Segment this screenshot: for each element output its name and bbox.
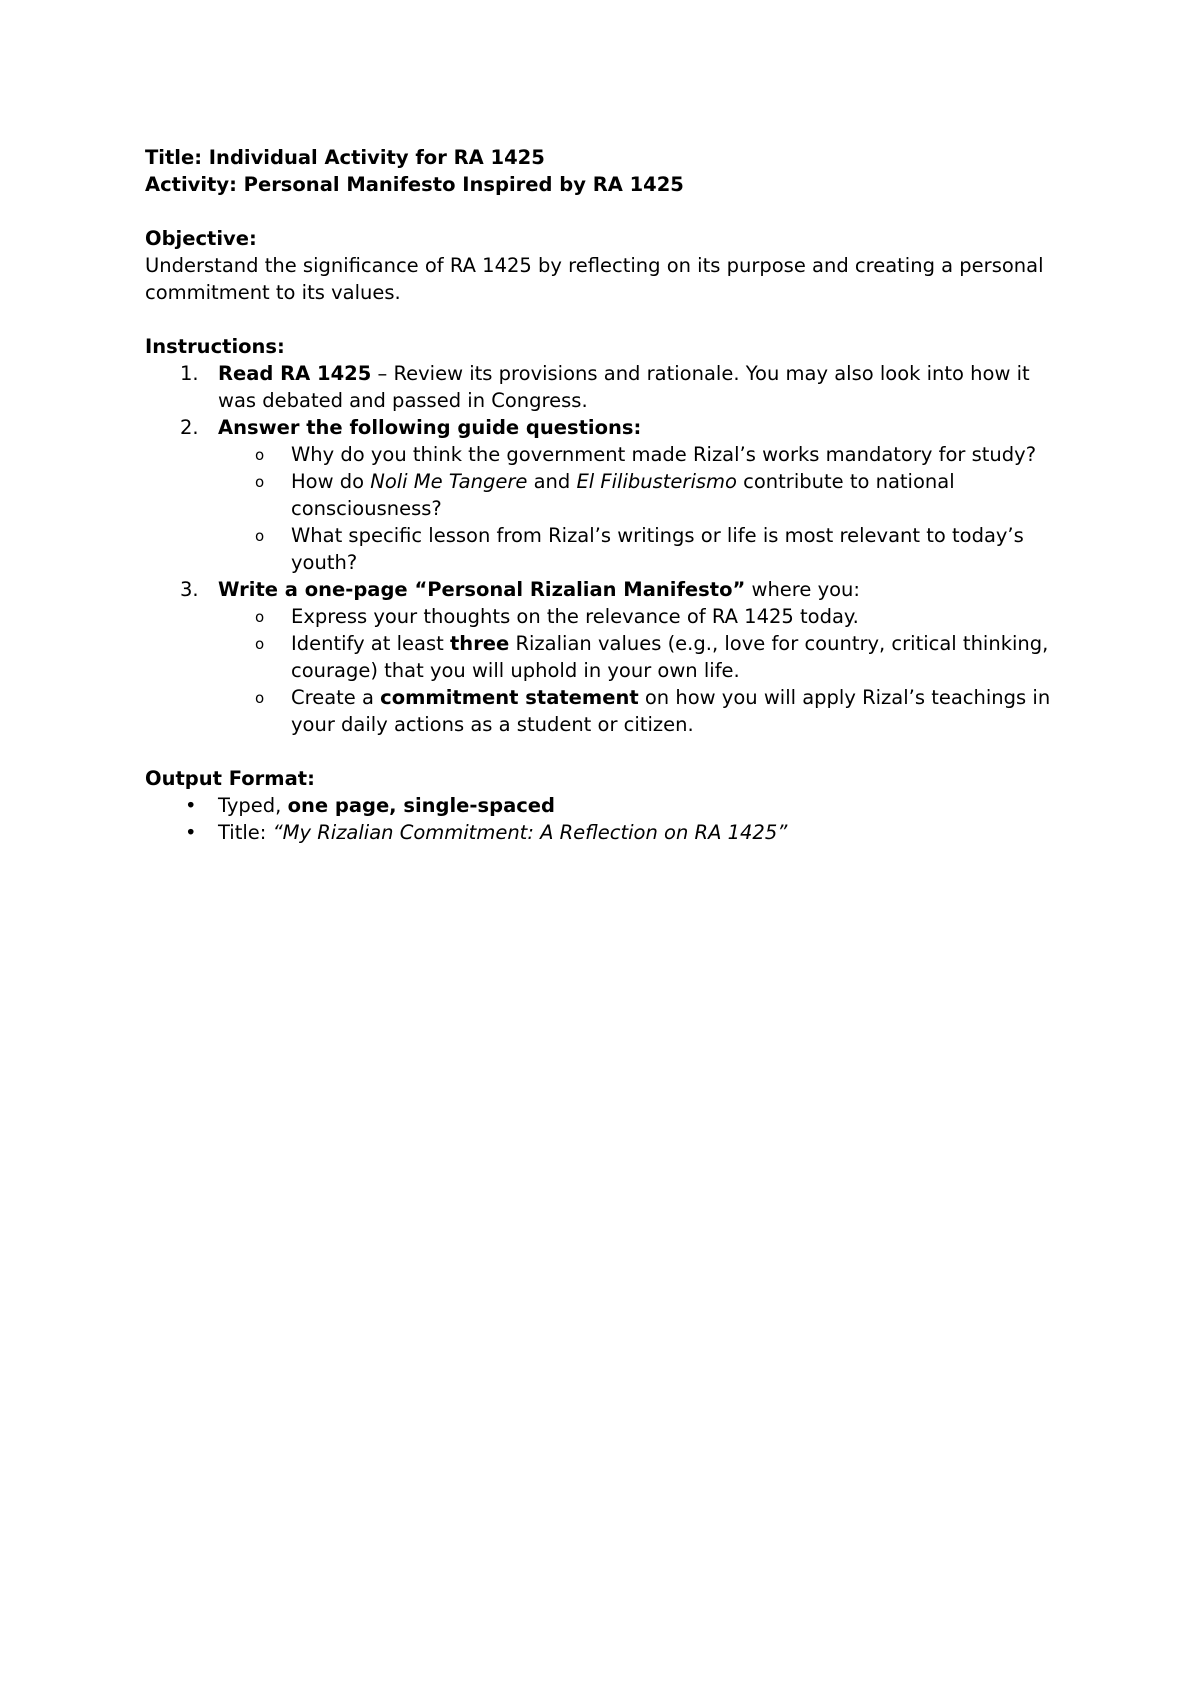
guide-questions-list bbox=[218, 441, 1075, 576]
instruction-1-bold: Read RA 1425 bbox=[218, 362, 372, 385]
bullet-marker: • bbox=[185, 821, 197, 844]
document-page bbox=[145, 144, 1075, 846]
sub-bullet-marker: o bbox=[255, 635, 265, 653]
guide-question-2: o How do Noli Me Tangere and El Filibusterismo contribute to national consciousness? bbox=[255, 470, 955, 520]
el-filibusterismo: El Filibusterismo bbox=[576, 470, 737, 493]
instruction-item-3 bbox=[145, 576, 1075, 738]
item-number: 2. bbox=[180, 416, 199, 439]
spacer bbox=[145, 738, 1075, 765]
objective-heading: Objective: bbox=[145, 227, 257, 250]
item-number: 3. bbox=[180, 578, 199, 601]
spacer bbox=[145, 198, 1075, 225]
bullet-marker: • bbox=[185, 794, 197, 817]
instructions-list bbox=[145, 360, 1075, 738]
guide-question-1: o Why do you think the government made Rizal’s works mandatory for study? bbox=[218, 441, 1075, 468]
output-format-item-2: • Title: “My Rizalian Commitment: A Reflection on RA 1425” bbox=[185, 821, 788, 844]
instruction-1-text: – Review its provisions and rationale. You may also look into how it bbox=[371, 362, 1030, 385]
instruction-item-1 bbox=[145, 360, 1075, 414]
manifesto-tasks-list bbox=[218, 603, 1075, 738]
manifesto-task-3: o Create a commitment statement on how you will apply Rizal’s teachings in your daily actions as a student or citizen. bbox=[255, 686, 1051, 736]
item-number: 1. bbox=[180, 362, 199, 385]
instruction-3-bold: Write a one-page “Personal Rizalian Manifesto” bbox=[218, 578, 746, 601]
sub-bullet-marker: o bbox=[255, 473, 265, 491]
manifesto-task-1: o Express your thoughts on the relevance of RA 1425 today. bbox=[218, 603, 1075, 630]
objective-text-line-2: commitment to its values. bbox=[145, 281, 401, 304]
guide-question-3: o What specific lesson from Rizal’s writings or life is most relevant to today’s youth? bbox=[255, 524, 1024, 574]
sub-bullet-marker: o bbox=[255, 527, 265, 545]
manifesto-task-2: o Identify at least three Rizalian values (e.g., love for country, critical thinking, courage) that you will uphold in your own life. bbox=[255, 632, 1049, 682]
activity-title: Activity: Personal Manifesto Inspired by RA 1425 bbox=[145, 173, 684, 196]
output-format-item-1: • Typed, one page, single-spaced bbox=[185, 794, 555, 817]
sub-bullet-marker: o bbox=[255, 689, 265, 707]
instruction-3-text: where you: bbox=[745, 578, 860, 601]
document-title: Title: Individual Activity for RA 1425 bbox=[145, 146, 545, 169]
noli-me-tangere: Noli Me Tangere bbox=[370, 470, 528, 493]
instruction-item-2 bbox=[145, 414, 1075, 576]
spacer bbox=[145, 306, 1075, 333]
sub-bullet-marker: o bbox=[255, 446, 265, 464]
objective-text-line-1: Understand the significance of RA 1425 by reflecting on its purpose and creating a personal bbox=[145, 254, 1044, 277]
instruction-1-line-2: was debated and passed in Congress. bbox=[218, 389, 588, 412]
sub-bullet-marker: o bbox=[255, 608, 265, 626]
output-format-list bbox=[145, 792, 1075, 846]
instruction-2-bold: Answer the following guide questions: bbox=[218, 416, 642, 439]
output-format-heading: Output Format: bbox=[145, 767, 315, 790]
instructions-heading: Instructions: bbox=[145, 335, 285, 358]
reflection-title: “My Rizalian Commitment: A Reflection on RA 1425” bbox=[272, 821, 788, 844]
